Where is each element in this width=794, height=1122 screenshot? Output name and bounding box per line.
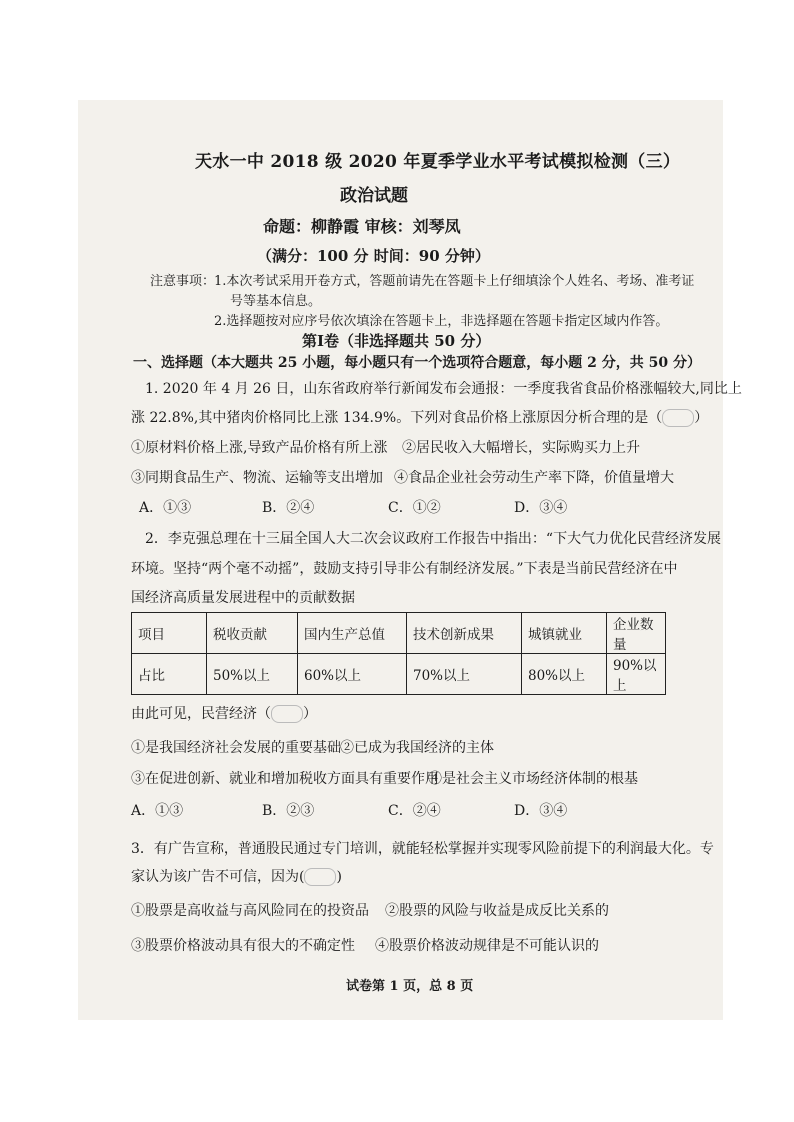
section-one-title: 一、选择题（本大题共 25 小题，每小题只有一个选项符合题意，每小题 2 分，共 50 分） [133, 355, 701, 371]
q3-statement-2: ②股票的风险与收益是成反比关系的 [385, 903, 609, 919]
q2-option-c: C．②④ [388, 803, 441, 819]
q2-line-2: 环境。坚持“两个毫不动摇”，鼓励支持引导非公有制经济发展。”下表是当前民营经济在中 [131, 561, 678, 577]
q2-line-1: 2．李克强总理在十三届全国人大二次会议政府工作报告中指出：“下大气力优化民营经济发展 [145, 531, 722, 547]
q1-option-d: D．③④ [514, 500, 568, 516]
q1-line-1: 1. 2020 年 4 月 26 日，山东省政府举行新闻发布会通报：一季度我省食品价格涨幅较大,同比上 [145, 381, 742, 397]
table-cell: 90%以上 [607, 654, 666, 695]
table-cell: 占比 [132, 654, 207, 695]
notes-label: 注意事项： [150, 274, 216, 289]
q3-statement-1: ①股票是高收益与高风险同在的投资品 [131, 903, 369, 919]
q3-statement-4: ④股票价格波动规律是不可能认识的 [375, 938, 599, 954]
part-one-title: 第Ⅰ卷（非选择题共 50 分） [302, 332, 491, 350]
q2-statement-1: ①是我国经济社会发展的重要基础 [131, 740, 341, 756]
q2-statement-2: ②已成为我国经济的主体 [340, 740, 494, 756]
q2-answer-blank [271, 705, 303, 723]
note-item-1-line-2: 号等基本信息。 [230, 294, 322, 309]
q1-answer-blank [662, 409, 694, 427]
note-item-2: 2.选择题按对应序号依次填涂在答题卡上，非选择题在答题卡指定区域内作答。 [214, 314, 669, 329]
q1-option-c: C．①② [388, 500, 441, 516]
table-cell: 70%以上 [407, 654, 522, 695]
q1-line-2: 涨 22.8%,其中猪肉价格同比上涨 134.9%。下列对食品价格上涨原因分析合理的是（ ） [131, 410, 709, 426]
table-cell: 80%以上 [522, 654, 607, 695]
q1-option-a: A．①③ [139, 500, 192, 516]
table-cell: 60%以上 [298, 654, 407, 695]
exam-title: 天水一中 2018 级 2020 年夏季学业水平考试模拟检测（三） [195, 152, 681, 172]
table-header-cell: 企业数量 [607, 613, 666, 654]
q2-option-a: A．①③ [131, 803, 184, 819]
note-item-1-line-1: 1.本次考试采用开卷方式，答题前请先在答题卡上仔细填涂个人姓名、考场、准考证 [214, 274, 695, 289]
table-header-cell: 项目 [132, 613, 207, 654]
q1-statement-1: ①原材料价格上涨,导致产品价格有所上涨 [131, 440, 388, 456]
page-footer: 试卷第 1 页，总 8 页 [346, 979, 474, 994]
table-header-cell: 技术创新成果 [407, 613, 522, 654]
table-header-cell: 国内生产总值 [298, 613, 407, 654]
q2-statement-3: ③在促进创新、就业和增加税收方面具有重要作用 [131, 771, 439, 787]
q2-statement-4: ④是社会主义市场经济体制的根基 [428, 771, 638, 787]
table-cell: 50%以上 [207, 654, 298, 695]
q3-line-2: 家认为该广告不可信，因为( ) [131, 869, 342, 885]
q1-statement-4: ④食品企业社会劳动生产率下降，价值量增大 [394, 470, 674, 486]
q2-stem: 由此可见，民营经济（ ） [131, 706, 317, 722]
q2-option-b: B．②③ [262, 803, 315, 819]
table-row [132, 654, 666, 695]
q3-statement-3: ③股票价格波动具有很大的不确定性 [131, 938, 355, 954]
subject-title: 政治试题 [340, 186, 408, 206]
q3-answer-blank [304, 868, 336, 886]
q3-line-1: 3．有广告宣称，普通股民通过专门培训，就能轻松掌握并实现零风险前提下的利润最大化。专 [131, 841, 714, 857]
authors-line: 命题：柳静霞 审核：刘琴凤 [263, 217, 461, 236]
q1-option-b: B．②④ [262, 500, 315, 516]
contribution-table [131, 612, 666, 695]
q1-statement-2: ②居民收入大幅增长，实际购买力上升 [402, 440, 640, 456]
table-header-row [132, 613, 666, 654]
table-header-cell: 税收贡献 [207, 613, 298, 654]
q2-line-3: 国经济高质量发展进程中的贡献数据 [131, 590, 355, 606]
q2-option-d: D．③④ [514, 803, 568, 819]
score-time-line: （满分：100 分 时间：90 分钟） [257, 247, 490, 265]
q1-statement-3: ③同期食品生产、物流、运输等支出增加 [131, 470, 383, 486]
table-header-cell: 城镇就业 [522, 613, 607, 654]
